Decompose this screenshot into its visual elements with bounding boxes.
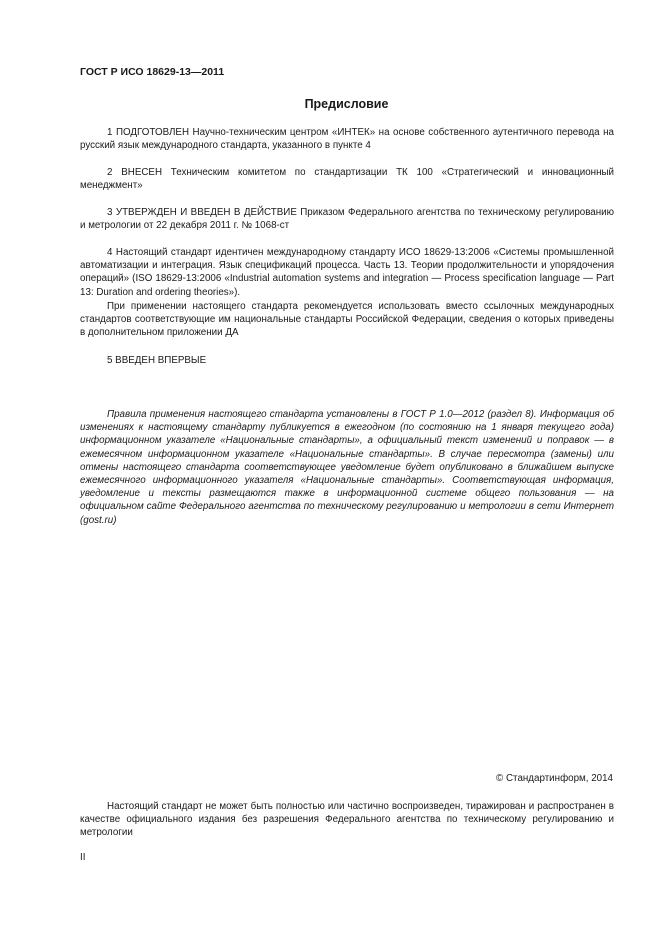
reproduction-notice: Настоящий стандарт не может быть полностью или частично воспроизведен, тиражирован и распространен в качестве официального издания без разрешения Федерального агентства по техническому регулированию и метрологии xyxy=(80,801,614,839)
preface-item-1: 1 ПОДГОТОВЛЕН Научно-техническим центром «ИНТЕК» на основе собственного аутентичного перевода на русский язык международного стандарта, указанного в пункте 4 xyxy=(80,127,614,152)
preface-item-2: 2 ВНЕСЕН Техническим комитетом по стандартизации ТК 100 «Стратегический и инновационный менеджмент» xyxy=(80,167,614,192)
document-code: ГОСТ Р ИСО 18629-13—2011 xyxy=(80,66,225,78)
preface-item-4: 4 Настоящий стандарт идентичен международному стандарту ИСО 18629-13:2006 «Системы промышленной автоматизации и интеграция. Язык спецификаций процесса. Часть 13. Теории продолжительности и упорядочения операций» (ISO 18629-13:2006 «Industrial automation systems and integration — Process specification language — Part 13: Duration and ordering theories»). xyxy=(80,247,614,298)
preface-item-4-note: При применении настоящего стандарта рекомендуется использовать вместо ссылочных международных стандартов соответствующие им национальные стандарты Российской Федерации, сведения о которых приведены в дополнительном приложении ДА xyxy=(80,301,614,339)
copyright: © Стандартинформ, 2014 xyxy=(496,773,613,784)
page-number: II xyxy=(80,852,86,863)
rules-note: Правила применения настоящего стандарта установлены в ГОСТ Р 1.0—2012 (раздел 8). Информация об изменениях к настоящему стандарту публикуется в ежегодном (по состоянию на 1 января текущего года) информационном указателе «Национальные стандарты», а официальный текст изменений и поправок — в ежемесячном информационном указателе «Национальные стандарты». В случае пересмотра (замены) или отмены настоящего стандарта соответствующее уведомление будет опубликовано в ближайшем выпуске ежемесячного информационного указателя «Национальные стандарты». Соответствующая информация, уведомление и тексты размещаются также в информационной системе общего пользования — на официальном сайте Федерального агентства по техническому регулированию и метрологии в сети Интернет (gost.ru) xyxy=(80,409,614,526)
preface-title: Предисловие xyxy=(304,97,389,111)
preface-item-3: 3 УТВЕРЖДЕН И ВВЕДЕН В ДЕЙСТВИЕ Приказом Федерального агентства по техническому регулированию и метрологии от 22 декабря 2011 г. № 1068-ст xyxy=(80,207,614,232)
preface-item-5: 5 ВВЕДЕН ВПЕРВЫЕ xyxy=(107,355,207,366)
